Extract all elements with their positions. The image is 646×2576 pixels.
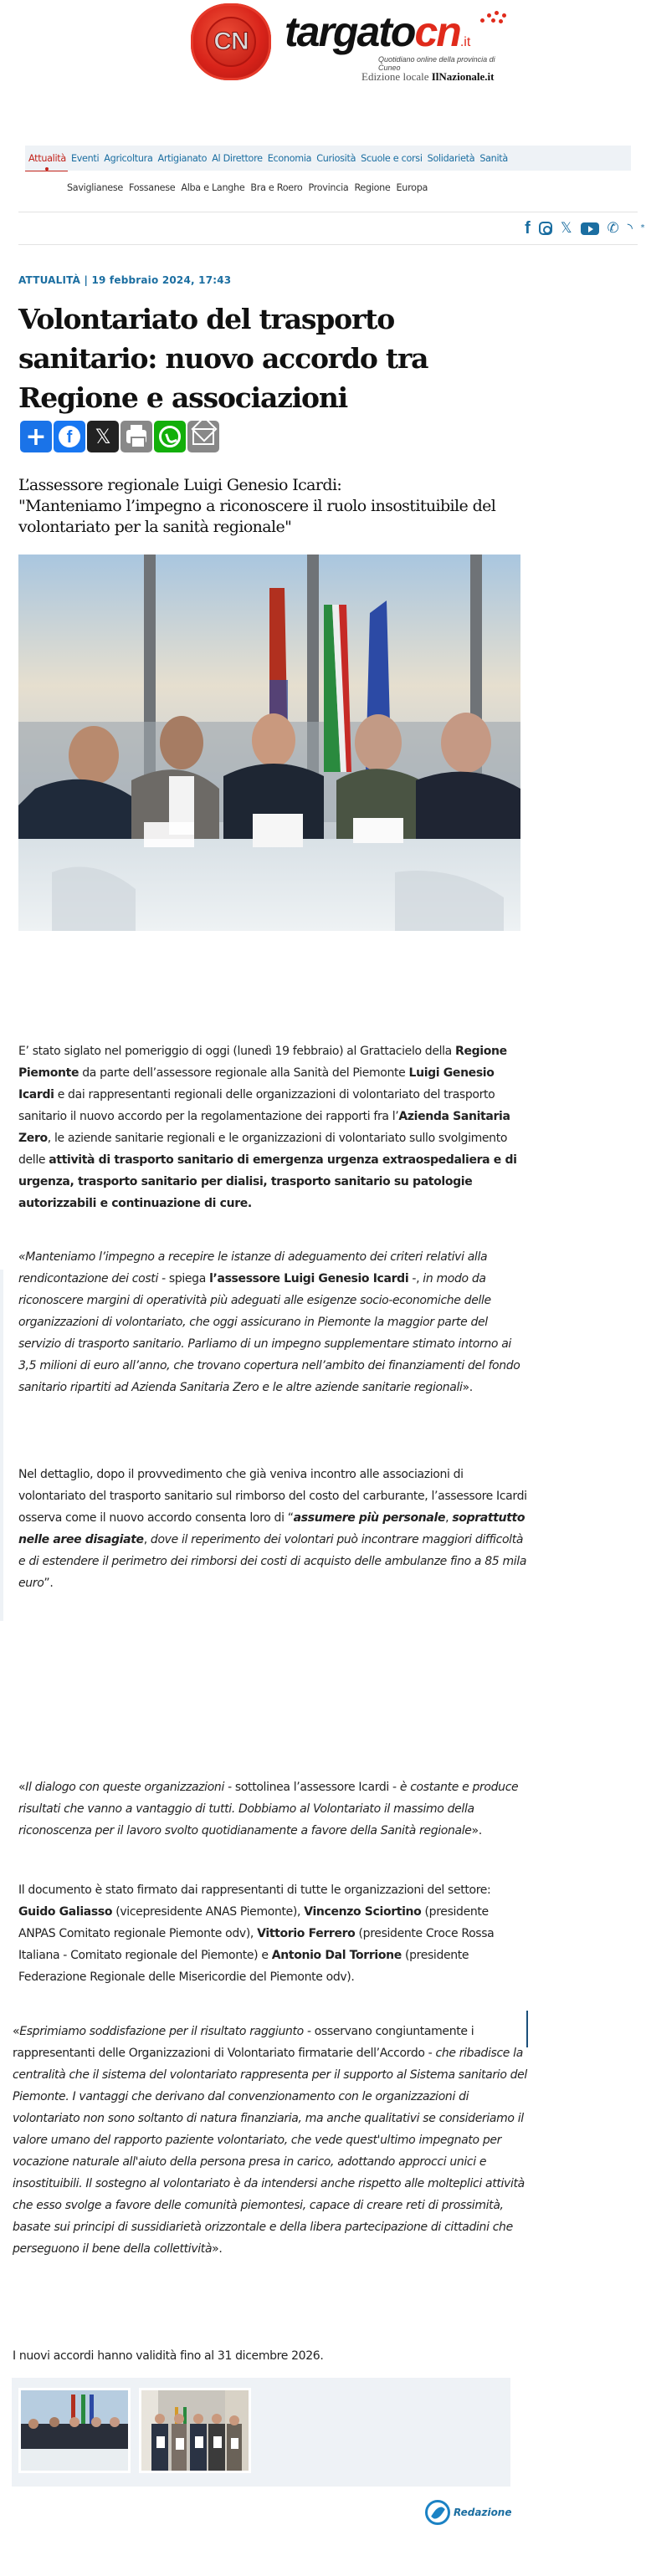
text-run: E’ stato siglato nel pomeriggio di oggi (lunedì 19 febbraio) al Grattacielo della — [18, 1045, 456, 1058]
nav-item-agricoltura[interactable]: Agricoltura — [104, 152, 153, 164]
print-icon — [126, 430, 146, 443]
logo-dots-icon — [477, 8, 507, 25]
seal-logo-icon — [191, 3, 271, 80]
bold-run: attività di trasporto sanitario di emergenza urgenza extraospedaliera e di urgenza, trasporto sanitario per dialisi, trasporto sanitario su patologie autorizzabili e continuazione di cure. — [18, 1153, 517, 1210]
italic-run: dove il reperimento dei volontari può incontrare maggiori difficoltà e di estendere il perimetro dei rimborsi dei costi di acquisto delle ambulanze fino a 85 mila euro — [18, 1533, 527, 1590]
text-run: - osservano congiuntamente i rappresentanti delle Organizzazioni di Volontariato firmatarie dell’Accordo - — [13, 2025, 474, 2060]
italic-run: «Manteniamo l’impegno a recepire le istanze di adeguamento dei criteri relativi alla rendicontazione dei costi — [18, 1250, 488, 1285]
email-icon — [192, 428, 214, 445]
text-run: - spiega — [158, 1272, 210, 1285]
edition-site[interactable]: IlNazionale.it — [431, 70, 495, 83]
photo-gallery — [12, 2378, 510, 2487]
italic-run: in modo da riconoscere margini di operatività più adeguati alle esigenze socio-economiche delle organizzazioni di volontariato, che oggi assicurano in Piemonte la maggior parte del servizio di trasporto sanitario. Parliamo di un impegno supplementare stimato intorno ai 3,5 milioni di euro all’anno, che trovano copertura nell’ambito dei finanziamenti del fondo sanitario ripartiti ad Azienda Sanitaria Zero e le altre aziende sanitarie regionali — [18, 1272, 520, 1394]
nav-item-scuole-e-corsi[interactable]: Scuole e corsi — [361, 152, 423, 164]
bold-run: Antonio Dal Torrione — [271, 1949, 402, 1962]
main-nav — [25, 146, 631, 171]
bold-run: l’assessore Luigi Genesio Icardi — [209, 1272, 409, 1285]
nav-item-al-direttore[interactable]: Al Direttore — [212, 152, 263, 164]
gallery-thumb[interactable] — [18, 2388, 131, 2473]
text-run: (presidente ANPAS Comitato regionale Piemonte odv), — [18, 1905, 489, 1940]
nav-item-eventi[interactable]: Eventi — [70, 152, 100, 164]
article-paragraph — [18, 1040, 529, 1214]
tagline: Quotidiano online della provincia di Cuneo — [378, 55, 495, 72]
gallery-thumb[interactable] — [139, 2388, 251, 2473]
nav-item-artigianato[interactable]: Artigianato — [157, 152, 208, 164]
article-paragraph: I nuovi accordi hanno validità fino al 31 dicembre 2026. — [13, 2349, 324, 2363]
share-print-button[interactable] — [120, 421, 152, 452]
bold-run: Vittorio Ferrero — [257, 1927, 356, 1940]
quill-icon — [425, 2500, 450, 2525]
text-run: ». — [471, 1824, 482, 1837]
thumb-signing-photo — [21, 2390, 128, 2471]
nav-item-curiosita[interactable]: Curiosità — [316, 152, 356, 164]
article-quote-paragraph — [13, 2021, 531, 2260]
text-run: Nel dettaglio, dopo il provvedimento che già veniva incontro alle associazioni di volontariato del trasporto sanitario sul rimborso del costo del carburante, l’assessore Icardi osserva come il nuovo accordo consenta loro di “ — [18, 1468, 527, 1525]
youtube-icon[interactable] — [581, 222, 599, 235]
article-paragraph — [18, 1879, 529, 1988]
subnav-item-europa[interactable]: Europa — [396, 181, 428, 193]
text-run: e dai rappresentanti regionali delle organizzazioni di volontariato del trasporto sanitario il nuovo accordo per la regolamentazione dei rapporti fra l’ — [18, 1088, 495, 1123]
subnav-item-provincia[interactable]: Provincia — [308, 181, 349, 193]
text-run: « — [18, 1781, 26, 1794]
instagram-icon[interactable] — [539, 222, 552, 235]
site-logo[interactable] — [189, 3, 507, 84]
bold-run: Vincenzo Sciortino — [304, 1905, 422, 1919]
bold-run: Azienda Sanitaria Zero — [18, 1110, 510, 1145]
article-subtitle — [18, 475, 529, 538]
subnav-item-alba-e-langhe[interactable]: Alba e Langhe — [181, 181, 245, 193]
subtitle-line-1: L’assessore regionale Luigi Genesio Icardi: — [18, 476, 342, 494]
text-run: (vicepresidente ANAS Piemonte), — [112, 1905, 305, 1919]
share-whatsapp-button[interactable] — [154, 421, 186, 452]
article-title: Volontariato del trasporto sanitario: nuovo accordo tra Regione e associazioni — [18, 303, 428, 414]
text-run: -, — [408, 1272, 423, 1285]
italic-run: Il dialogo con queste organizzazioni — [25, 1781, 224, 1794]
nav-item-sanita[interactable]: Sanità — [479, 152, 508, 164]
italic-run: che ribadisce la centralità che il sistema del volontariato rappresenta per il supporto al Sistema sanitario del Piemonte. I vantaggi che derivano dal convenzionamento con le organizzazioni di volontariato non sono soltanto di natura finanziaria, ma anche qualitativi se consideriamo il valore umano del rapporto paziente volontariato, che vede quest'ultimo impegnato per vocazione naturale all'aiuto della persona presa in carico, adottando approcci unici e insostituibili. Il sostegno al volontariato è da intendersi anche rispetto alle molteplici attività che esso svolge a favore delle comunità piemontesi, capace di creare reti di prossimità, basate sui principi di sussidiarietà orizzontale e della libera partecipazione di cittadini che perseguono il bene della collettività — [13, 2047, 527, 2256]
subnav-item-saviglianese[interactable]: Saviglianese — [67, 181, 123, 193]
bold-run: Luigi Genesio Icardi — [18, 1066, 495, 1101]
text-run: Il documento è stato firmato dai rappresentanti di tutte le organizzazioni del settore: — [18, 1883, 491, 1897]
italic-run: è costante e produce risultati che vanno a vantaggio di tutti. Dobbiamo al Volontariato il massimo della riconoscenza per il lavoro svolto quotidianamente a favore della Sanità regionale — [18, 1781, 519, 1837]
text-run: (presidente Croce Rossa Italiana - Comitato regionale del Piemonte) e — [18, 1927, 495, 1962]
author-name: Redazione — [454, 2507, 512, 2518]
article-kicker: ATTUALITÀ | 19 febbraio 2024, 17:43 — [18, 274, 232, 286]
bold-italic-run: soprattutto nelle aree disagiate — [18, 1511, 526, 1546]
whatsapp-icon — [159, 426, 181, 447]
text-run: - sottolinea l’assessore Icardi - — [224, 1781, 400, 1794]
bold-run: Guido Galiasso — [18, 1905, 113, 1919]
article-quote-paragraph — [18, 1776, 529, 1842]
text-run: (presidente Federazione Regionale delle Misericordie del Piemonte odv). — [18, 1949, 469, 1984]
subnav-item-regione[interactable]: Regione — [354, 181, 391, 193]
italic-run: Esprimiamo soddisfazione per il risultato raggiunto — [19, 2025, 304, 2038]
share-x-button[interactable] — [87, 421, 119, 452]
article-quote-paragraph — [18, 1246, 529, 1398]
nav-item-economia[interactable]: Economia — [267, 152, 312, 164]
text-run: , le aziende sanitarie regionali e le organizzazioni di volontariato sullo svolgimento delle — [18, 1132, 508, 1167]
x-icon: 𝕏 — [95, 425, 111, 448]
divider — [18, 244, 638, 245]
x-icon[interactable]: 𝕏 — [560, 220, 572, 237]
more-icon[interactable]: * — [640, 223, 645, 233]
nav-item-solidarieta[interactable]: Solidarietà — [427, 152, 475, 164]
text-run: « — [13, 2025, 20, 2038]
text-run: da parte dell’assessore regionale alla Sanità del Piemonte — [79, 1066, 409, 1080]
author-byline[interactable] — [425, 2500, 512, 2525]
text-run: , — [445, 1511, 453, 1525]
share-email-button[interactable] — [187, 421, 219, 452]
share-plus-icon: + — [25, 422, 47, 452]
nav-item-attualita[interactable]: Attualità — [28, 152, 66, 164]
share-plus-button[interactable] — [20, 421, 52, 452]
text-run: ». — [462, 1381, 473, 1394]
seal-text: CN — [213, 28, 249, 55]
rss-icon[interactable]: ◝ — [627, 220, 633, 236]
text-run: ”. — [44, 1577, 54, 1590]
sub-nav — [67, 179, 433, 196]
text-run: ». — [212, 2242, 223, 2256]
bold-run: Regione Piemonte — [18, 1045, 507, 1080]
share-bar — [20, 421, 219, 452]
quote-bar — [0, 1270, 3, 1621]
whatsapp-icon[interactable]: ✆ — [607, 220, 619, 237]
subnav-item-bra-e-roero[interactable]: Bra e Roero — [250, 181, 303, 193]
signing-photo — [18, 555, 520, 931]
brand-tld: .it — [459, 35, 471, 49]
brand-main: targato — [285, 8, 415, 55]
hero-image[interactable] — [18, 555, 520, 931]
brand-accent: cn — [414, 8, 460, 55]
subtitle-line-2: "Manteniamo l’impegno a riconoscere il ruolo insostituibile del volontariato per la sanità regionale" — [18, 497, 496, 536]
subnav-item-fossanese[interactable]: Fossanese — [128, 181, 176, 193]
thumb-group-photo — [141, 2390, 249, 2471]
facebook-icon: f — [59, 426, 80, 447]
bold-italic-run: assumere più personale — [293, 1511, 446, 1525]
edition-prefix: Edizione locale — [361, 70, 432, 83]
facebook-icon[interactable]: f — [525, 219, 531, 238]
share-facebook-button[interactable] — [54, 421, 85, 452]
text-run: , — [143, 1533, 151, 1546]
social-links — [525, 216, 646, 241]
article-paragraph — [18, 1464, 529, 1594]
edition-label — [361, 70, 495, 84]
